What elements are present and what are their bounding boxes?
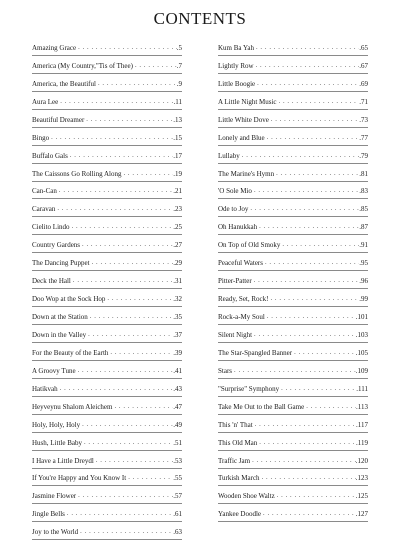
toc-entry-title: On Top of Old Smoky — [218, 241, 281, 250]
toc-entry-title: Yankee Doodle — [218, 510, 262, 519]
toc-entry-row — [218, 421, 368, 429]
dot-leader — [271, 115, 359, 123]
toc-entry-row — [218, 403, 368, 411]
toc-entry-page-number: .11 — [173, 97, 182, 106]
toc-entry-row — [32, 223, 182, 231]
toc-entry-row — [32, 295, 182, 303]
toc-entry-page-number: .73 — [359, 115, 368, 124]
dot-leader — [92, 258, 174, 266]
dot-leader — [78, 43, 177, 51]
toc-entry-row — [218, 313, 368, 321]
toc-entry-title: Caravan — [32, 205, 56, 214]
toc-entry-page-number: .21 — [173, 187, 182, 196]
dot-leader — [306, 402, 356, 410]
toc-entry-page-number: .111 — [356, 384, 368, 393]
toc-entry-row — [32, 510, 182, 518]
dot-leader — [262, 473, 356, 481]
toc-entry — [218, 253, 368, 271]
toc-entry — [218, 128, 368, 146]
toc-entry-row — [218, 277, 368, 285]
toc-entry-page-number: .47 — [173, 402, 182, 411]
dot-leader — [128, 473, 173, 481]
toc-entry — [218, 74, 368, 92]
toc-entry-row — [218, 259, 368, 267]
toc-entry-title: Peaceful Waters — [218, 259, 263, 268]
toc-entry-title: Little White Dove — [218, 115, 269, 124]
toc-entry-row — [32, 439, 182, 447]
toc-entry-row — [32, 98, 182, 106]
toc-entry-page-number: .63 — [173, 528, 182, 537]
toc-entry — [32, 343, 182, 361]
toc-entry — [218, 199, 368, 217]
toc-entry-row — [32, 457, 182, 465]
toc-entry — [32, 415, 182, 433]
toc-entry-row — [32, 80, 182, 88]
toc-entry-title: Lullaby — [218, 151, 240, 160]
toc-entry-page-number: .67 — [359, 61, 368, 70]
toc-entry-row — [32, 62, 182, 70]
dot-leader — [86, 115, 173, 123]
toc-entry-row — [32, 492, 182, 500]
toc-entry — [218, 217, 368, 235]
toc-entry — [32, 217, 182, 235]
toc-entry — [32, 56, 182, 74]
toc-entry-row — [218, 295, 368, 303]
dot-leader — [279, 97, 360, 105]
toc-entry-title: Little Boogie — [218, 79, 256, 88]
toc-column-right — [218, 38, 368, 522]
toc-entry — [218, 397, 368, 415]
toc-entry-row — [32, 277, 182, 285]
toc-entry-title: Bingo — [32, 133, 50, 142]
toc-entry-title: Oh Hanukkah — [218, 223, 258, 232]
toc-entry-page-number: .117 — [356, 420, 368, 429]
toc-entry-title: Take Me Out to the Ball Game — [218, 402, 305, 411]
toc-entry — [32, 307, 182, 325]
toc-entry-row — [218, 457, 368, 465]
toc-entry-row — [218, 331, 368, 339]
toc-entry-page-number: .13 — [173, 115, 182, 124]
dot-leader — [256, 61, 360, 69]
toc-entry-page-number: .31 — [173, 277, 182, 286]
toc-entry-page-number: .109 — [355, 366, 368, 375]
dot-leader — [98, 79, 177, 87]
toc-entry — [32, 92, 182, 110]
dot-leader — [254, 276, 360, 284]
toc-entry — [32, 146, 182, 164]
toc-entry — [32, 271, 182, 289]
toc-entry — [32, 361, 182, 379]
toc-entry — [218, 486, 368, 504]
dot-leader — [90, 312, 173, 320]
toc-entry-title: I Have a Little Dreydl — [32, 456, 94, 465]
toc-entry-page-number: .37 — [173, 330, 182, 339]
dot-leader — [135, 61, 177, 69]
toc-entry-row — [218, 474, 368, 482]
toc-entry — [32, 289, 182, 307]
toc-entry-page-number: .103 — [355, 330, 368, 339]
toc-entry-title: "Surprise" Symphony — [218, 384, 280, 393]
dot-leader — [51, 133, 173, 141]
toc-entry-page-number: .49 — [173, 420, 182, 429]
toc-entry-row — [32, 187, 182, 195]
toc-entry — [218, 415, 368, 433]
toc-entry-row — [218, 349, 368, 357]
toc-entry-title: For the Beauty of the Earth — [32, 348, 109, 357]
toc-entry-row — [32, 152, 182, 160]
toc-entry-row — [32, 331, 182, 339]
dot-leader — [255, 420, 356, 428]
toc-entry-row — [218, 367, 368, 375]
dot-leader — [259, 438, 356, 446]
dot-leader — [60, 384, 174, 392]
toc-entry-page-number: .41 — [173, 366, 182, 375]
toc-entry-page-number: .96 — [359, 277, 368, 286]
toc-entry — [32, 504, 182, 522]
toc-entry-page-number: .17 — [173, 151, 182, 160]
dot-leader — [59, 186, 173, 194]
toc-entry-title: Stars — [218, 366, 232, 375]
toc-entry-title: Aura Lee — [32, 97, 59, 106]
dot-leader — [110, 348, 173, 356]
toc-entry-title: Ready, Set, Rock! — [218, 295, 269, 304]
toc-entry — [32, 235, 182, 253]
toc-entry-row — [32, 313, 182, 321]
toc-entry-title: Deck the Hall — [32, 277, 71, 286]
toc-entry-title: Heyveynu Shalom Aleichem — [32, 402, 113, 411]
dot-leader — [82, 240, 173, 248]
toc-entry-page-number: .27 — [173, 241, 182, 250]
dot-leader — [252, 456, 356, 464]
toc-entry-title: Ode to Joy — [218, 205, 249, 214]
dot-leader — [281, 384, 356, 392]
toc-entry-title: Pitter-Patter — [218, 277, 252, 286]
page-title: CONTENTS — [153, 9, 247, 28]
toc-entry-page-number: .5 — [176, 43, 182, 52]
toc-entry — [218, 307, 368, 325]
toc-entry-title: The Star-Spangled Banner — [218, 348, 293, 357]
toc-entry — [32, 522, 182, 540]
toc-entry-row — [218, 80, 368, 88]
toc-entry — [32, 74, 182, 92]
dot-leader — [267, 133, 360, 141]
toc-entry-page-number: .43 — [173, 384, 182, 393]
toc-entry-row — [32, 170, 182, 178]
toc-entry-row — [218, 187, 368, 195]
toc-entry-title: Amazing Grace — [32, 43, 77, 52]
toc-entry-row — [218, 492, 368, 500]
toc-entry — [218, 289, 368, 307]
toc-entry-title: Traffic Jam — [218, 456, 251, 465]
toc-entry — [32, 182, 182, 200]
toc-entry-title: Silent Night — [218, 330, 253, 339]
toc-entry-page-number: .123 — [355, 474, 368, 483]
toc-entry-row — [32, 259, 182, 267]
toc-entry-page-number: .79 — [359, 151, 368, 160]
toc-entry-page-number: .83 — [359, 187, 368, 196]
toc-entry-title: Down at the Station — [32, 313, 88, 321]
toc-entry-page-number: .95 — [359, 259, 368, 268]
toc-entry-row — [32, 116, 182, 124]
dot-leader — [256, 43, 359, 51]
toc-entry — [32, 433, 182, 451]
toc-entry-page-number: .87 — [359, 223, 368, 232]
dot-leader — [270, 294, 359, 302]
toc-entry-page-number: .71 — [359, 97, 368, 106]
dot-leader — [277, 491, 356, 499]
toc-entry-page-number: .23 — [173, 205, 182, 214]
toc-entry — [218, 164, 368, 182]
toc-entry — [218, 451, 368, 469]
toc-entry-row — [218, 205, 368, 213]
dot-leader — [70, 151, 173, 159]
toc-entry — [218, 56, 368, 74]
toc-entry-page-number: .15 — [173, 133, 182, 142]
toc-entry — [218, 504, 368, 522]
toc-entry-title: Kum Ba Yah — [218, 43, 254, 52]
toc-entry-page-number: .55 — [173, 474, 182, 483]
dot-leader — [72, 222, 174, 230]
toc-entry — [218, 92, 368, 110]
toc-entry — [218, 235, 368, 253]
toc-entry-title: If You're Happy and You Know It — [32, 474, 127, 483]
dot-leader — [88, 330, 173, 338]
toc-entry-title: America, the Beautiful — [32, 79, 96, 88]
toc-entry — [218, 469, 368, 487]
toc-entry — [32, 110, 182, 128]
dot-leader — [250, 204, 359, 212]
toc-entry-page-number: .91 — [359, 241, 368, 250]
toc-entry-row — [32, 421, 182, 429]
toc-entry-page-number: .125 — [355, 492, 368, 501]
dot-leader — [282, 240, 359, 248]
toc-entry-page-number: .105 — [355, 348, 368, 357]
toc-entry-page-number: .69 — [359, 79, 368, 88]
toc-entry-title: Buffalo Gals — [32, 151, 68, 160]
toc-entry-row — [218, 510, 368, 518]
toc-entry-row — [32, 367, 182, 375]
toc-entry — [218, 361, 368, 379]
toc-entry-page-number: .119 — [356, 438, 368, 447]
toc-entry — [32, 253, 182, 271]
dot-leader — [73, 276, 173, 284]
toc-entry — [218, 182, 368, 200]
toc-entry — [218, 433, 368, 451]
toc-entry-title: Down in the Valley — [32, 330, 87, 339]
toc-entry-page-number: .19 — [173, 169, 182, 178]
toc-entry-page-number: .65 — [359, 43, 368, 52]
toc-entry-title: This Old Man — [218, 438, 258, 447]
dot-leader — [254, 330, 356, 338]
toc-entry-row — [218, 152, 368, 160]
toc-entry-page-number: .39 — [173, 348, 182, 357]
toc-entry-page-number: .51 — [173, 438, 182, 447]
toc-entry — [218, 146, 368, 164]
toc-entry-title: This 'n' That — [218, 420, 253, 429]
toc-entry — [32, 164, 182, 182]
toc-entry-title: The Marine's Hymn — [218, 169, 275, 178]
toc-entry-title: Rock-a-My Soul — [218, 313, 265, 321]
toc-entry-row — [218, 223, 368, 231]
toc-entry-page-number: .35 — [173, 313, 182, 321]
dot-leader — [263, 509, 356, 517]
dot-leader — [114, 402, 173, 410]
toc-entry-title: A Groovy Tune — [32, 366, 76, 375]
toc-entry-title: America (My Country,"Tis of Thee) — [32, 61, 133, 70]
toc-entry-page-number: .81 — [359, 169, 368, 178]
toc-entry-page-number: .101 — [355, 313, 368, 321]
dot-leader — [96, 456, 173, 464]
toc-entry-title: Holy, Holy, Holy — [32, 420, 81, 429]
toc-entry-row — [32, 134, 182, 142]
dot-leader — [234, 366, 356, 374]
dot-leader — [276, 169, 359, 177]
toc-entry-title: Country Gardens — [32, 241, 81, 250]
toc-entry-title: Wooden Shoe Waltz — [218, 492, 275, 501]
toc-entry-row — [32, 349, 182, 357]
toc-entry — [32, 397, 182, 415]
toc-entry-title: Doo Wop at the Sock Hop — [32, 295, 106, 304]
toc-entry-page-number: .120 — [355, 456, 368, 465]
toc-entry-row — [218, 170, 368, 178]
dot-leader — [60, 97, 173, 105]
toc-entry-row — [218, 241, 368, 249]
toc-entry — [32, 199, 182, 217]
toc-entry-row — [32, 205, 182, 213]
toc-column-left — [32, 38, 182, 540]
toc-entry — [32, 128, 182, 146]
toc-entry-title: Can-Can — [32, 187, 57, 196]
dot-leader — [82, 420, 173, 428]
toc-entry-row — [32, 474, 182, 482]
dot-leader — [67, 509, 173, 517]
toc-entry-row — [32, 241, 182, 249]
toc-entry-title: Hush, Little Baby — [32, 438, 82, 447]
toc-entry-title: The Dancing Puppet — [32, 259, 90, 268]
toc-entry — [32, 379, 182, 397]
toc-entry — [32, 486, 182, 504]
toc-entry-title: Lonely and Blue — [218, 133, 265, 142]
toc-entry-page-number: .29 — [173, 259, 182, 268]
toc-entry-page-number: .32 — [173, 295, 182, 304]
toc-entry — [218, 271, 368, 289]
toc-entry-title: Hatikvah — [32, 384, 58, 393]
toc-entry-title: Cielito Lindo — [32, 223, 70, 232]
toc-entry-page-number: .61 — [173, 510, 182, 519]
toc-entry-page-number: .99 — [359, 295, 368, 304]
toc-entry-page-number: .113 — [356, 402, 368, 411]
toc-entry-row — [218, 439, 368, 447]
dot-leader — [267, 312, 356, 320]
toc-entry-title: Turkish March — [218, 474, 260, 483]
toc-entry — [218, 38, 368, 56]
dot-leader — [294, 348, 356, 356]
toc-entry-row — [32, 403, 182, 411]
toc-entry-row — [218, 98, 368, 106]
toc-entry-page-number: .9 — [176, 79, 182, 88]
toc-entry — [218, 110, 368, 128]
dot-leader — [80, 527, 173, 535]
toc-entry-title: Beautiful Dreamer — [32, 115, 85, 124]
toc-entry — [32, 38, 182, 56]
toc-entry-row — [218, 385, 368, 393]
toc-entry-row — [218, 44, 368, 52]
dot-leader — [242, 151, 359, 159]
toc-entry-row — [218, 134, 368, 142]
dot-leader — [84, 438, 173, 446]
toc-entry-title: Joy to the World — [32, 528, 79, 537]
toc-entry-title: Jasmine Flower — [32, 492, 77, 501]
toc-entry-page-number: .77 — [359, 133, 368, 142]
toc-entry-title: 'O Sole Mio — [218, 187, 252, 196]
toc-entry-page-number: .57 — [173, 492, 182, 501]
toc-entry-title: The Caissons Go Rolling Along — [32, 169, 122, 178]
toc-entry-row — [32, 44, 182, 52]
dot-leader — [123, 169, 173, 177]
toc-entry-row — [218, 62, 368, 70]
toc-entry — [32, 325, 182, 343]
toc-entry — [218, 379, 368, 397]
toc-entry — [32, 469, 182, 487]
dot-leader — [257, 79, 359, 87]
toc-entry-page-number: .85 — [359, 205, 368, 214]
toc-entry-page-number: .7 — [176, 61, 182, 70]
dot-leader — [107, 294, 173, 302]
toc-entry-row — [32, 528, 182, 536]
dot-leader — [78, 491, 173, 499]
dot-leader — [259, 222, 359, 230]
dot-leader — [57, 204, 173, 212]
dot-leader — [265, 258, 359, 266]
dot-leader — [78, 366, 174, 374]
toc-entry — [218, 343, 368, 361]
toc-entry-row — [218, 116, 368, 124]
toc-entry — [32, 451, 182, 469]
toc-entry-title: A Little Night Music — [218, 97, 277, 106]
toc-entry-page-number: .127 — [355, 510, 368, 519]
toc-entry-title: Lightly Row — [218, 61, 254, 70]
dot-leader — [254, 186, 359, 194]
toc-entry-row — [32, 385, 182, 393]
toc-entry-title: Jingle Bells — [32, 510, 65, 519]
toc-entry — [218, 325, 368, 343]
toc-entry-page-number: .25 — [173, 223, 182, 232]
toc-entry-page-number: .53 — [173, 456, 182, 465]
